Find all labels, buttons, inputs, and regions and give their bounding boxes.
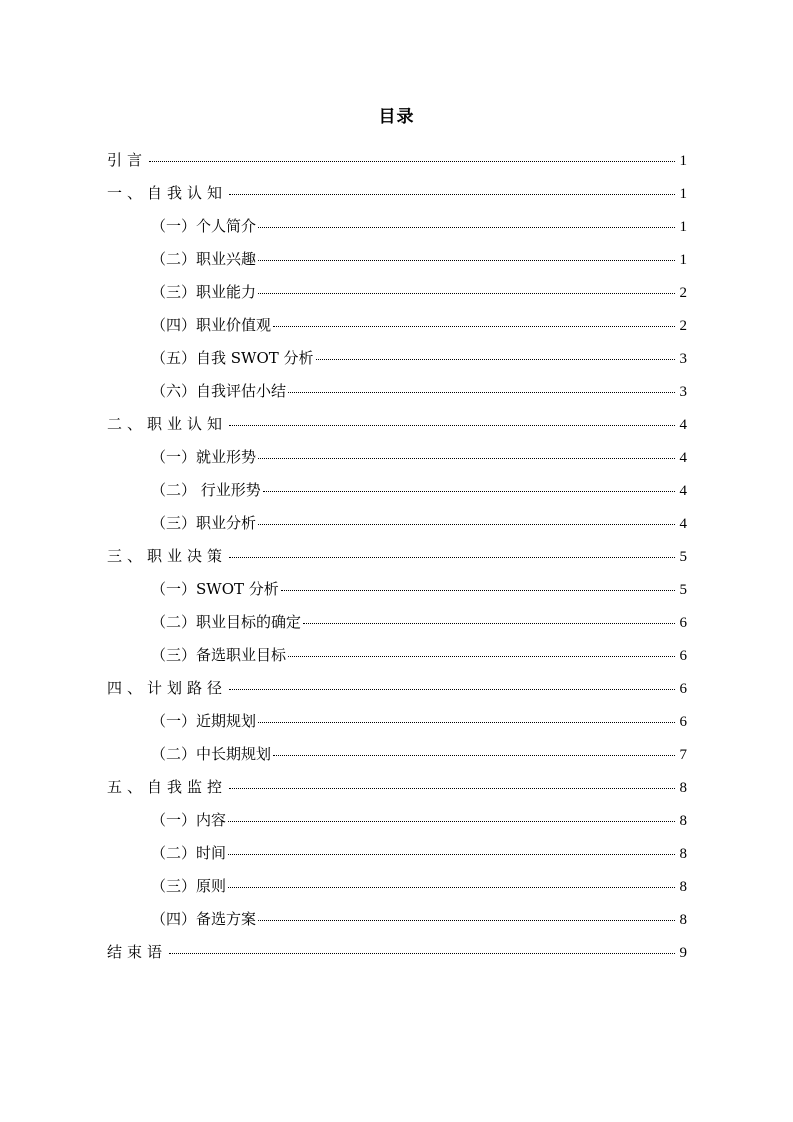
toc-entry-page-number: 1: [679, 252, 687, 268]
toc-entry-page-number: 6: [679, 615, 687, 631]
toc-entry[interactable]: [107, 375, 687, 408]
toc-dot-leader: [258, 920, 675, 921]
toc-dot-leader: [258, 722, 675, 723]
toc-entry-page-number: 9: [679, 945, 687, 961]
toc-entry-page-number: 6: [679, 681, 687, 697]
toc-dot-leader: [229, 557, 675, 558]
toc-entry[interactable]: [107, 771, 687, 804]
toc-entry[interactable]: [107, 210, 687, 243]
toc-entry[interactable]: [107, 936, 687, 969]
toc-entry-label: （三）原则: [151, 877, 227, 895]
toc-entry-page-number: 8: [679, 912, 687, 928]
toc-entry[interactable]: [107, 606, 687, 639]
toc-entry-label: （二）职业兴趣: [151, 250, 257, 268]
toc-dot-leader: [229, 689, 675, 690]
toc-entry-label: 一、自我认知: [107, 184, 228, 202]
toc-dot-leader: [229, 425, 675, 426]
toc-entry-label: （一）个人简介: [151, 217, 257, 235]
page-title: 目录: [378, 107, 415, 127]
toc-entry-page-number: 2: [679, 318, 687, 334]
toc-entry[interactable]: [107, 309, 687, 342]
toc-dot-leader: [228, 887, 675, 888]
toc-entry[interactable]: [107, 837, 687, 870]
toc-dot-leader: [229, 194, 675, 195]
toc-entry-label: 五、自我监控: [107, 778, 228, 796]
toc-entry-page-number: 1: [679, 186, 687, 202]
toc-dot-leader: [258, 524, 675, 525]
toc-entry-page-number: 8: [679, 813, 687, 829]
toc-dot-leader: [288, 656, 675, 657]
toc-entry-page-number: 1: [679, 153, 687, 169]
toc-entry[interactable]: [107, 573, 687, 606]
toc-entry[interactable]: [107, 639, 687, 672]
toc-dot-leader: [258, 227, 675, 228]
toc-entry-page-number: 8: [679, 879, 687, 895]
toc-entry[interactable]: [107, 408, 687, 441]
toc-dot-leader: [273, 326, 675, 327]
toc-entry-label: （二）职业目标的确定: [151, 613, 302, 631]
toc-dot-leader: [228, 854, 675, 855]
toc-dot-leader: [229, 788, 675, 789]
toc-dot-leader: [258, 260, 675, 261]
toc-entry-label: 二、职业认知: [107, 415, 228, 433]
toc-entry-page-number: 4: [679, 516, 687, 532]
toc-dot-leader: [316, 359, 675, 360]
toc-entry-label: （一）就业形势: [151, 448, 257, 466]
toc-entry-page-number: 2: [679, 285, 687, 301]
toc-dot-leader: [258, 458, 675, 459]
toc-entry-label: 结束语: [107, 943, 168, 961]
toc-entry[interactable]: [107, 177, 687, 210]
toc-entry-page-number: 4: [679, 417, 687, 433]
toc-entry[interactable]: [107, 903, 687, 936]
toc-entry-label: （二）中长期规划: [151, 745, 272, 763]
toc-entry-label: （一）内容: [151, 811, 227, 829]
toc-entry[interactable]: [107, 507, 687, 540]
toc-entry[interactable]: [107, 870, 687, 903]
toc-entry-page-number: 3: [679, 351, 687, 367]
toc-entry[interactable]: [107, 474, 687, 507]
toc-entry-page-number: 5: [679, 582, 687, 598]
toc-entry-label: （六）自我评估小结: [151, 382, 287, 400]
toc-entry-label: （一）近期规划: [151, 712, 257, 730]
toc-entry[interactable]: [107, 540, 687, 573]
toc-entry[interactable]: [107, 342, 687, 375]
toc-entry[interactable]: [107, 705, 687, 738]
toc-dot-leader: [169, 953, 675, 954]
toc-entry-page-number: 7: [679, 747, 687, 763]
toc-entry[interactable]: [107, 738, 687, 771]
toc-dot-leader: [303, 623, 675, 624]
toc-entry[interactable]: [107, 276, 687, 309]
toc-entry[interactable]: [107, 441, 687, 474]
toc-dot-leader: [263, 491, 675, 492]
toc-dot-leader: [228, 821, 675, 822]
toc-entry-label: （三）备选职业目标: [151, 646, 287, 664]
toc-entry-page-number: 3: [679, 384, 687, 400]
toc-entry-page-number: 4: [679, 450, 687, 466]
toc-entry-label: （二） 行业形势: [151, 481, 261, 499]
toc-entry-page-number: 8: [679, 780, 687, 796]
toc-entry-page-number: 1: [679, 219, 687, 235]
toc-entry-page-number: 4: [679, 483, 687, 499]
toc-entry-page-number: 6: [679, 648, 687, 664]
toc-entry-page-number: 5: [679, 549, 687, 565]
toc-entry-page-number: 6: [679, 714, 687, 730]
toc-dot-leader: [288, 392, 675, 393]
toc-dot-leader: [258, 293, 675, 294]
toc-entry[interactable]: [107, 243, 687, 276]
toc-dot-leader: [273, 755, 675, 756]
toc-entry-label: （二）时间: [151, 844, 227, 862]
toc-entry-label: 三、职业决策: [107, 547, 228, 565]
toc-dot-leader: [281, 590, 675, 591]
toc-entry-label: （五）自我 SWOT 分析: [151, 349, 314, 367]
toc-entry-label: 四、计划路径: [107, 679, 228, 697]
toc-entry-label: （一）SWOT 分析: [151, 580, 279, 598]
toc-entry[interactable]: [107, 804, 687, 837]
toc-entry-label: （三）职业能力: [151, 283, 257, 301]
toc-entry-label: （三）职业分析: [151, 514, 257, 532]
toc-entry-page-number: 8: [679, 846, 687, 862]
table-of-contents: [107, 144, 687, 969]
toc-entry[interactable]: [107, 672, 687, 705]
toc-entry-label: （四）备选方案: [151, 910, 257, 928]
toc-dot-leader: [149, 161, 675, 162]
toc-entry-label: 引言: [107, 151, 148, 169]
toc-entry[interactable]: [107, 144, 687, 177]
toc-entry-label: （四）职业价值观: [151, 316, 272, 334]
